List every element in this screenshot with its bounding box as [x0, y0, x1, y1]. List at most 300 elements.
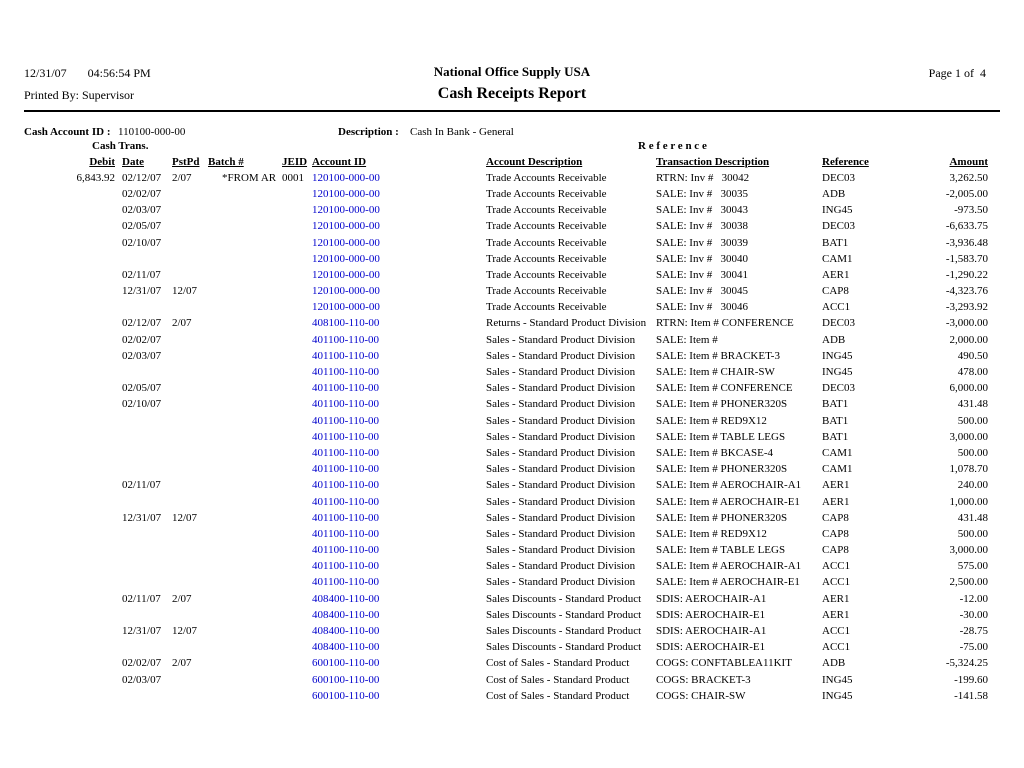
- account-desc-cell: Trade Accounts Receivable: [486, 252, 607, 265]
- account-id-cell[interactable]: 120100-000-00: [312, 301, 380, 314]
- account-id-cell[interactable]: 120100-000-00: [312, 236, 380, 249]
- pstpd-cell: [170, 429, 208, 445]
- batch-cell: [208, 575, 280, 591]
- batch-cell: [208, 478, 280, 494]
- reference-cell: ADB: [822, 657, 846, 670]
- reference-cell: CAP8: [822, 511, 849, 524]
- date-cell: 02/02/07: [122, 657, 162, 670]
- debit-cell: [24, 235, 120, 251]
- pstpd-cell: 2/07: [172, 171, 192, 184]
- cash-trans-group-label: Cash Trans.: [92, 140, 149, 152]
- amount-cell: 2,500.00: [949, 576, 988, 589]
- account-id-cell[interactable]: 401100-110-00: [312, 511, 380, 524]
- jeid-cell: [280, 267, 310, 283]
- trans-desc-cell: SDIS: AEROCHAIR-E1: [656, 641, 766, 654]
- pstpd-cell: [170, 267, 208, 283]
- account-desc-cell: Sales - Standard Product Division: [486, 463, 636, 476]
- reference-cell: CAP8: [822, 527, 849, 540]
- account-id-cell[interactable]: 408100-110-00: [312, 317, 380, 330]
- account-desc-cell: Sales - Standard Product Division: [486, 349, 636, 362]
- batch-cell: [208, 672, 280, 688]
- trans-desc-cell: SALE: Item # PHONER320S: [656, 511, 788, 524]
- spacer-cell: [406, 267, 484, 283]
- date-cell: [120, 413, 170, 429]
- reference-cell: ING45: [822, 349, 853, 362]
- account-id-cell[interactable]: 401100-110-00: [312, 560, 380, 573]
- batch-cell: [208, 526, 280, 542]
- jeid-cell: [280, 364, 310, 380]
- account-desc-cell: Trade Accounts Receivable: [486, 236, 607, 249]
- account-id-cell[interactable]: 120100-000-00: [312, 285, 380, 298]
- reference-cell: AER1: [822, 592, 850, 605]
- batch-cell: [208, 591, 280, 607]
- pstpd-cell: 2/07: [172, 592, 192, 605]
- account-id-cell[interactable]: 401100-110-00: [312, 495, 380, 508]
- jeid-cell: [280, 510, 310, 526]
- trans-desc-cell: SALE: Inv # 30046: [656, 301, 748, 314]
- account-desc-cell: Trade Accounts Receivable: [486, 204, 607, 217]
- pstpd-cell: 12/07: [172, 511, 198, 524]
- spacer-cell: [406, 526, 484, 542]
- spacer-cell: [406, 672, 484, 688]
- account-id-cell[interactable]: 401100-110-00: [312, 544, 380, 557]
- reference-cell: CAP8: [822, 544, 849, 557]
- jeid-cell: [280, 543, 310, 559]
- jeid-cell: [280, 688, 310, 704]
- table-row: [24, 284, 988, 300]
- table-row: [24, 235, 988, 251]
- account-desc-cell: Cost of Sales - Standard Product: [486, 673, 630, 686]
- table-row: [24, 640, 988, 656]
- spacer-cell: [406, 413, 484, 429]
- spacer-cell: [406, 332, 484, 348]
- date-cell: [120, 559, 170, 575]
- trans-desc-cell: SALE: Item # AEROCHAIR-A1: [656, 479, 802, 492]
- debit-cell: [24, 672, 120, 688]
- table-row: [24, 526, 988, 542]
- debit-cell: [24, 186, 120, 202]
- jeid-cell: [280, 656, 310, 672]
- debit-cell: [24, 348, 120, 364]
- debit-cell: [24, 445, 120, 461]
- account-id-cell[interactable]: 120100-000-00: [312, 171, 380, 184]
- pstpd-cell: [170, 607, 208, 623]
- account-desc-cell: Cost of Sales - Standard Product: [486, 689, 630, 702]
- jeid-cell: [280, 623, 310, 639]
- debit-cell: 6,843.92: [76, 171, 115, 184]
- spacer-cell: [406, 543, 484, 559]
- debit-cell: [24, 300, 120, 316]
- report-datetime: 12/31/07 04:56:54 PM: [24, 66, 151, 80]
- table-row: [24, 607, 988, 623]
- date-cell: [120, 445, 170, 461]
- table-row: [24, 219, 988, 235]
- account-desc-cell: Trade Accounts Receivable: [486, 301, 607, 314]
- table-row: [24, 316, 988, 332]
- account-desc-cell: Returns - Standard Product Division: [486, 317, 647, 330]
- jeid-cell: 0001: [282, 171, 304, 184]
- spacer-cell: [406, 478, 484, 494]
- batch-cell: [208, 316, 280, 332]
- table-header-row: [24, 154, 988, 170]
- table-row: [24, 332, 988, 348]
- pstpd-cell: [170, 445, 208, 461]
- date-cell: 02/11/07: [122, 268, 161, 281]
- account-id-cell[interactable]: 401100-110-00: [312, 414, 380, 427]
- account-desc-cell: Sales - Standard Product Division: [486, 430, 636, 443]
- trans-desc-cell: SALE: Item #: [656, 333, 718, 346]
- date-cell: 02/11/07: [122, 592, 161, 605]
- account-desc-cell: Sales Discounts - Standard Product: [486, 608, 642, 621]
- spacer-cell: [406, 494, 484, 510]
- account-desc-cell: Trade Accounts Receivable: [486, 171, 607, 184]
- trans-desc-cell: RTRN: Inv # 30042: [656, 171, 750, 184]
- amount-cell: 431.48: [957, 511, 988, 524]
- account-id-cell[interactable]: 401100-110-00: [312, 446, 380, 459]
- account-desc-cell: Sales Discounts - Standard Product: [486, 641, 642, 654]
- table-row: [24, 462, 988, 478]
- reference-cell: ADB: [822, 333, 846, 346]
- jeid-cell: [280, 462, 310, 478]
- batch-cell: [208, 381, 280, 397]
- spacer-cell: [406, 203, 484, 219]
- pstpd-cell: [170, 348, 208, 364]
- trans-desc-cell: SALE: Inv # 30038: [656, 220, 748, 233]
- debit-cell: [24, 397, 120, 413]
- batch-cell: [208, 332, 280, 348]
- amount-cell: -3,000.00: [945, 317, 988, 330]
- pstpd-cell: [170, 413, 208, 429]
- reference-cell: DEC03: [822, 171, 855, 184]
- trans-desc-cell: SALE: Item # TABLE LEGS: [656, 544, 786, 557]
- account-id-cell[interactable]: 401100-110-00: [312, 463, 380, 476]
- spacer-cell: [406, 186, 484, 202]
- debit-cell: [24, 656, 120, 672]
- batch-cell: *FROM AR: [222, 171, 277, 184]
- jeid-cell: [280, 478, 310, 494]
- reference-cell: ING45: [822, 366, 853, 379]
- col-header-batch: Batch #: [208, 155, 244, 168]
- pstpd-cell: 12/07: [172, 625, 198, 638]
- jeid-cell: [280, 300, 310, 316]
- trans-desc-cell: SALE: Item # PHONER320S: [656, 398, 788, 411]
- trans-desc-cell: COGS: CONFTABLEA11KIT: [656, 657, 792, 670]
- trans-desc-cell: SALE: Item # RED9X12: [656, 414, 767, 427]
- table-row: [24, 381, 988, 397]
- debit-cell: [24, 559, 120, 575]
- debit-cell: [24, 688, 120, 704]
- table-row: [24, 348, 988, 364]
- reference-cell: BAT1: [822, 414, 849, 427]
- account-id-cell[interactable]: 600100-110-00: [312, 673, 380, 686]
- report-table: [24, 140, 988, 704]
- table-row: [24, 170, 988, 186]
- account-desc-cell: Sales - Standard Product Division: [486, 446, 636, 459]
- jeid-cell: [280, 575, 310, 591]
- account-id-cell[interactable]: 408400-110-00: [312, 641, 380, 654]
- spacer-cell: [406, 510, 484, 526]
- spacer-cell: [406, 656, 484, 672]
- date-cell: [120, 494, 170, 510]
- spacer-cell: [406, 462, 484, 478]
- trans-desc-cell: SALE: Item # CONFERENCE: [656, 382, 793, 395]
- pstpd-cell: [170, 494, 208, 510]
- table-row: [24, 656, 988, 672]
- batch-cell: [208, 300, 280, 316]
- trans-desc-cell: SALE: Item # AEROCHAIR-E1: [656, 576, 800, 589]
- trans-desc-cell: SALE: Item # BRACKET-3: [656, 349, 780, 362]
- spacer-cell: [406, 445, 484, 461]
- jeid-cell: [280, 591, 310, 607]
- jeid-cell: [280, 672, 310, 688]
- pstpd-cell: 12/07: [172, 285, 198, 298]
- amount-cell: -30.00: [959, 608, 988, 621]
- account-desc-cell: Sales - Standard Product Division: [486, 544, 636, 557]
- account-id-cell[interactable]: 120100-000-00: [312, 252, 380, 265]
- spacer-cell: [406, 364, 484, 380]
- amount-cell: 6,000.00: [949, 382, 988, 395]
- batch-cell: [208, 607, 280, 623]
- spacer-cell: [406, 348, 484, 364]
- reference-cell: CAM1: [822, 446, 853, 459]
- reference-cell: AER1: [822, 268, 850, 281]
- account-id-cell[interactable]: 401100-110-00: [312, 333, 380, 346]
- table-row: [24, 413, 988, 429]
- table-row: [24, 445, 988, 461]
- description-label: Description :: [338, 126, 399, 138]
- table-row: [24, 251, 988, 267]
- account-id-cell[interactable]: 401100-110-00: [312, 576, 380, 589]
- date-cell: 02/02/07: [122, 187, 162, 200]
- amount-cell: 431.48: [957, 398, 988, 411]
- spacer-cell: [406, 219, 484, 235]
- table-row: [24, 186, 988, 202]
- jeid-cell: [280, 332, 310, 348]
- trans-desc-cell: SALE: Item # CHAIR-SW: [656, 366, 775, 379]
- jeid-cell: [280, 526, 310, 542]
- amount-cell: 2,000.00: [949, 333, 988, 346]
- batch-cell: [208, 559, 280, 575]
- batch-cell: [208, 397, 280, 413]
- batch-cell: [208, 203, 280, 219]
- amount-cell: 3,262.50: [949, 171, 988, 184]
- amount-cell: 490.50: [957, 349, 988, 362]
- table-row: [24, 672, 988, 688]
- account-id-cell[interactable]: 401100-110-00: [312, 366, 380, 379]
- spacer-cell: [406, 607, 484, 623]
- account-id-cell[interactable]: 120100-000-00: [312, 220, 380, 233]
- table-row: [24, 364, 988, 380]
- pstpd-cell: [170, 688, 208, 704]
- batch-cell: [208, 688, 280, 704]
- date-cell: [120, 300, 170, 316]
- date-cell: [120, 607, 170, 623]
- date-cell: [120, 364, 170, 380]
- account-id-cell[interactable]: 408400-110-00: [312, 608, 380, 621]
- amount-cell: 240.00: [957, 479, 988, 492]
- debit-cell: [24, 267, 120, 283]
- trans-desc-cell: COGS: BRACKET-3: [656, 673, 751, 686]
- debit-cell: [24, 219, 120, 235]
- date-cell: 02/03/07: [122, 349, 162, 362]
- date-cell: [120, 251, 170, 267]
- spacer-cell: [406, 575, 484, 591]
- account-id-cell[interactable]: 408400-110-00: [312, 592, 380, 605]
- account-id-cell[interactable]: 408400-110-00: [312, 625, 380, 638]
- amount-cell: -6,633.75: [945, 220, 988, 233]
- debit-cell: [24, 462, 120, 478]
- batch-cell: [208, 494, 280, 510]
- jeid-cell: [280, 203, 310, 219]
- amount-cell: 1,000.00: [949, 495, 988, 508]
- reference-cell: BAT1: [822, 430, 849, 443]
- pstpd-cell: [170, 186, 208, 202]
- pstpd-cell: [170, 364, 208, 380]
- amount-cell: 500.00: [957, 527, 988, 540]
- table-row: [24, 575, 988, 591]
- account-desc-cell: Sales - Standard Product Division: [486, 479, 636, 492]
- description-value: Cash In Bank - General: [410, 126, 514, 138]
- account-desc-cell: Trade Accounts Receivable: [486, 187, 607, 200]
- batch-cell: [208, 623, 280, 639]
- cash-account-id-value: 110100-000-00: [118, 126, 186, 138]
- amount-cell: -5,324.25: [945, 657, 988, 670]
- batch-cell: [208, 235, 280, 251]
- jeid-cell: [280, 219, 310, 235]
- reference-cell: AER1: [822, 479, 850, 492]
- cash-account-id-label: Cash Account ID :: [24, 126, 111, 138]
- reference-cell: ACC1: [822, 625, 851, 638]
- account-id-cell[interactable]: 401100-110-00: [312, 349, 380, 362]
- account-id-cell[interactable]: 401100-110-00: [312, 430, 380, 443]
- jeid-cell: [280, 429, 310, 445]
- reference-cell: ACC1: [822, 301, 851, 314]
- pstpd-cell: [170, 397, 208, 413]
- printed-by: Printed By: Supervisor: [24, 88, 134, 102]
- date-cell: 02/10/07: [122, 398, 162, 411]
- account-id-cell[interactable]: 401100-110-00: [312, 479, 380, 492]
- spacer-cell: [406, 284, 484, 300]
- spacer-cell: [406, 235, 484, 251]
- trans-desc-cell: SDIS: AEROCHAIR-E1: [656, 608, 766, 621]
- account-id-cell[interactable]: 401100-110-00: [312, 382, 380, 395]
- account-id-cell[interactable]: 120100-000-00: [312, 187, 380, 200]
- table-row: [24, 300, 988, 316]
- trans-desc-cell: SALE: Item # TABLE LEGS: [656, 430, 786, 443]
- col-header-debit: Debit: [89, 155, 115, 168]
- account-id-cell[interactable]: 600100-110-00: [312, 657, 380, 670]
- account-desc-cell: Sales - Standard Product Division: [486, 495, 636, 508]
- pstpd-cell: [170, 235, 208, 251]
- page-number: Page 1 of 4: [928, 66, 986, 80]
- trans-desc-cell: SALE: Item # RED9X12: [656, 527, 767, 540]
- spacer-cell: [406, 559, 484, 575]
- col-header-account-id: Account ID: [312, 155, 367, 168]
- amount-cell: -75.00: [959, 641, 988, 654]
- account-id-cell[interactable]: 600100-110-00: [312, 689, 380, 702]
- amount-cell: -12.00: [959, 592, 988, 605]
- debit-cell: [24, 591, 120, 607]
- trans-desc-cell: SALE: Item # AEROCHAIR-A1: [656, 560, 802, 573]
- jeid-cell: [280, 316, 310, 332]
- batch-cell: [208, 656, 280, 672]
- amount-cell: 575.00: [957, 560, 988, 573]
- pstpd-cell: [170, 219, 208, 235]
- trans-desc-cell: SALE: Item # AEROCHAIR-E1: [656, 495, 800, 508]
- table-row: [24, 478, 988, 494]
- debit-cell: [24, 332, 120, 348]
- company-name: National Office Supply USA: [433, 64, 591, 79]
- reference-cell: AER1: [822, 608, 850, 621]
- debit-cell: [24, 478, 120, 494]
- report-title: Cash Receipts Report: [437, 85, 587, 102]
- date-cell: 12/31/07: [122, 625, 162, 638]
- batch-cell: [208, 348, 280, 364]
- pstpd-cell: [170, 672, 208, 688]
- account-desc-cell: Cost of Sales - Standard Product: [486, 657, 630, 670]
- batch-cell: [208, 364, 280, 380]
- account-id-cell[interactable]: 120100-000-00: [312, 204, 380, 217]
- debit-cell: [24, 381, 120, 397]
- amount-cell: -973.50: [954, 204, 988, 217]
- account-desc-cell: Sales - Standard Product Division: [486, 366, 636, 379]
- account-desc-cell: Sales - Standard Product Division: [486, 560, 636, 573]
- date-cell: [120, 526, 170, 542]
- date-cell: 12/31/07: [122, 285, 162, 298]
- table-row: [24, 591, 988, 607]
- amount-cell: -3,293.92: [945, 301, 988, 314]
- debit-cell: [24, 623, 120, 639]
- trans-desc-cell: SALE: Inv # 30039: [656, 236, 748, 249]
- account-desc-cell: Sales - Standard Product Division: [486, 576, 636, 589]
- pstpd-cell: [170, 575, 208, 591]
- date-cell: [120, 429, 170, 445]
- date-cell: [120, 543, 170, 559]
- reference-cell: ING45: [822, 673, 853, 686]
- reference-cell: DEC03: [822, 317, 855, 330]
- amount-cell: 1,078.70: [949, 463, 988, 476]
- pstpd-cell: [170, 251, 208, 267]
- pstpd-cell: [170, 640, 208, 656]
- date-cell: 02/02/07: [122, 333, 162, 346]
- account-id-cell[interactable]: 401100-110-00: [312, 398, 380, 411]
- account-desc-cell: Sales - Standard Product Division: [486, 382, 636, 395]
- col-header-pstpd: PstPd: [172, 155, 200, 168]
- jeid-cell: [280, 284, 310, 300]
- reference-cell: CAM1: [822, 252, 853, 265]
- pstpd-cell: [170, 543, 208, 559]
- pstpd-cell: [170, 203, 208, 219]
- spacer-cell: [406, 300, 484, 316]
- pstpd-cell: [170, 381, 208, 397]
- date-cell: [120, 575, 170, 591]
- debit-cell: [24, 251, 120, 267]
- debit-cell: [24, 607, 120, 623]
- date-cell: [120, 640, 170, 656]
- debit-cell: [24, 575, 120, 591]
- debit-cell: [24, 543, 120, 559]
- batch-cell: [208, 186, 280, 202]
- reference-cell: ING45: [822, 689, 853, 702]
- account-id-cell[interactable]: 401100-110-00: [312, 527, 380, 540]
- col-header-date: Date: [122, 155, 144, 168]
- jeid-cell: [280, 494, 310, 510]
- reference-cell: ADB: [822, 187, 846, 200]
- batch-cell: [208, 267, 280, 283]
- reference-cell: AER1: [822, 495, 850, 508]
- debit-cell: [24, 284, 120, 300]
- account-id-cell[interactable]: 120100-000-00: [312, 268, 380, 281]
